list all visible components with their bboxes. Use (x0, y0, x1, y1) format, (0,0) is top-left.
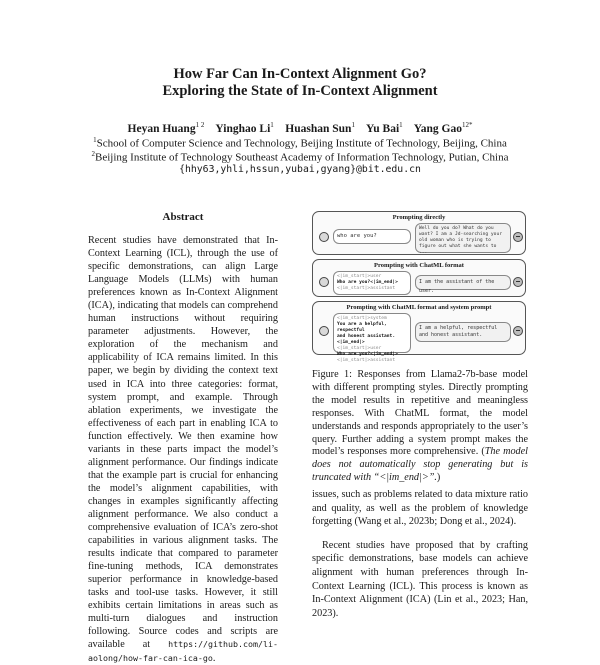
user-avatar-icon (319, 232, 329, 242)
abstract-text: Recent studies have demonstrated that In-Context Learning (ICL), through the use of specific demonstrations, can align Large Language Models (LLMs) with human preferences known as In-Context Alignment (ICA), indicating that models can comprehend human instructions without requiring parameter adjustments. However, the exploration of the mechanism and applicability of ICA remains limited. In this paper, we begin by dividing the context text used in ICA into three categories: format, system prompt, and example. Through ablation experiments, we investigate the effectiveness of each part in enabling ICA to function effectively. We then examine how variants in these parts impact the model’s alignment performance. Our findings indicate that the example part is crucial for enhancing the model’s alignment capabilities, with changes in examples significantly affecting alignment performance. We also conduct a comprehensive evaluation of ICA’s zero-shot capabilities in various alignment tasks. The results indicate that compared to parameter fine-tuning methods, ICA demonstrates superior performance in knowledge-based tasks and tool-use tasks. However, it still exhibits certain limitations in areas such as multi-turn dialogues and instruction following. Source codes and scripts are available at (88, 235, 278, 651)
robot-icon (513, 277, 523, 287)
bot-response: I am a helpful, respectful and honest assistant. (415, 322, 511, 342)
prompt-line: <|im_start|>user (337, 346, 382, 351)
author-affil-sup: 1 (399, 121, 403, 129)
panel-title: Prompting directly (392, 214, 446, 221)
prompt-line: Who are you?<|im_end|> (337, 352, 398, 357)
caption-italic: The model does not automatically stop generating but is truncated with “<|im_end|>”. (312, 446, 528, 484)
author-email: {hhy63,yhli,hssun,yubai,gyang}@bit.edu.cn (179, 164, 421, 175)
prompt-line: <|im_start|>system (337, 316, 387, 321)
abstract-end: . (212, 652, 216, 664)
abstract-heading: Abstract (162, 211, 204, 223)
affiliation-text: Beijing Institute of Technology Southeast Academy of Information Technology, Putian, China (95, 151, 509, 164)
user-message (333, 313, 411, 363)
prompt-line: Who are you?<|im_end|> (337, 280, 398, 285)
panel-chatml-format (312, 259, 526, 297)
affiliation-sup: 1 (93, 136, 97, 144)
user-avatar-icon (319, 326, 329, 336)
author-list (0, 121, 600, 135)
body-paragraph: Recent studies have proposed that by crafting specific demonstrations, base models can achieve alignment with human preferences through In-Context Learning (ICL). This process is known as In-Context Alignment (ICA) (Lin et al., 2023; Han, 2023). (312, 539, 528, 619)
bot-response: I am the assistant of the user. (415, 275, 511, 290)
affiliation-text: School of Computer Science and Technology, Beijing Institute of Technology, Beijing, China (96, 137, 507, 150)
title-line-2: Exploring the State of In-Context Alignment (162, 83, 438, 99)
author-affil-sup: 1 2 (195, 121, 205, 129)
prompt-line: <|im_start|>user (337, 274, 382, 279)
prompt-line: <|im_start|>assistant (337, 286, 396, 291)
author-name: Huashan Sun (285, 122, 352, 135)
author-name: Yu Bai (366, 122, 400, 135)
user-message: who are you? (333, 229, 411, 244)
user-avatar-icon (319, 277, 329, 287)
panel-title: Prompting with ChatML format (374, 262, 464, 269)
user-message (333, 271, 411, 295)
title-line-1: How Far Can In-Context Alignment Go? (173, 66, 427, 82)
prompt-line: You are a helpful, respectful (337, 322, 387, 333)
body-right-column (312, 488, 528, 620)
affiliation-sup: 2 (91, 150, 96, 158)
abstract-body (88, 234, 278, 665)
author-name: Yang Gao (413, 122, 462, 135)
author-name: Yinghao Li (215, 122, 271, 135)
author-affil-sup: 1 (351, 121, 355, 129)
panel-title: Prompting with ChatML format and system prompt (346, 304, 492, 311)
author-affil-sup: 12* (461, 121, 473, 129)
author-affil-sup: 1 (270, 121, 274, 129)
body-paragraph: issues, such as problems related to data mixture ratio and quality, as well as the problem of knowledge forgetting (Wang et al., 2023b; Dong et al., 2024). (312, 489, 528, 528)
paper-title (0, 66, 600, 100)
caption-text: Responses from Llama2-7b-base model with different prompting styles. Directly prompting the model results in repetitive and meaningless responses. With ChatML format, the model understands and responds appropriately to the user’s query. Further adding a system prompt makes the model’s responses more comprehensive. ( (312, 369, 528, 458)
caption-end: ) (436, 472, 441, 484)
panel-prompting-directly (312, 211, 526, 255)
figure-caption (312, 369, 528, 485)
caption-label: Figure 1: (312, 369, 352, 380)
prompt-line: and honest assistant.<|im_end|> (337, 334, 396, 345)
prompt-line: <|im_start|>assistant (337, 358, 396, 363)
affiliation-2 (0, 150, 600, 164)
panel-chatml-system-prompt (312, 301, 526, 363)
robot-icon (513, 326, 523, 336)
robot-icon (513, 232, 523, 242)
affiliation-1 (0, 136, 600, 150)
code-url-link[interactable]: https://github.com/li-aolong/how-far-can-ica-go (88, 639, 278, 663)
author-name: Heyan Huang (127, 122, 196, 135)
bot-response: Well do you do? What do you want? I am a Jd-searching your old woman who is trying to figure out what she wants to ... (415, 223, 511, 253)
